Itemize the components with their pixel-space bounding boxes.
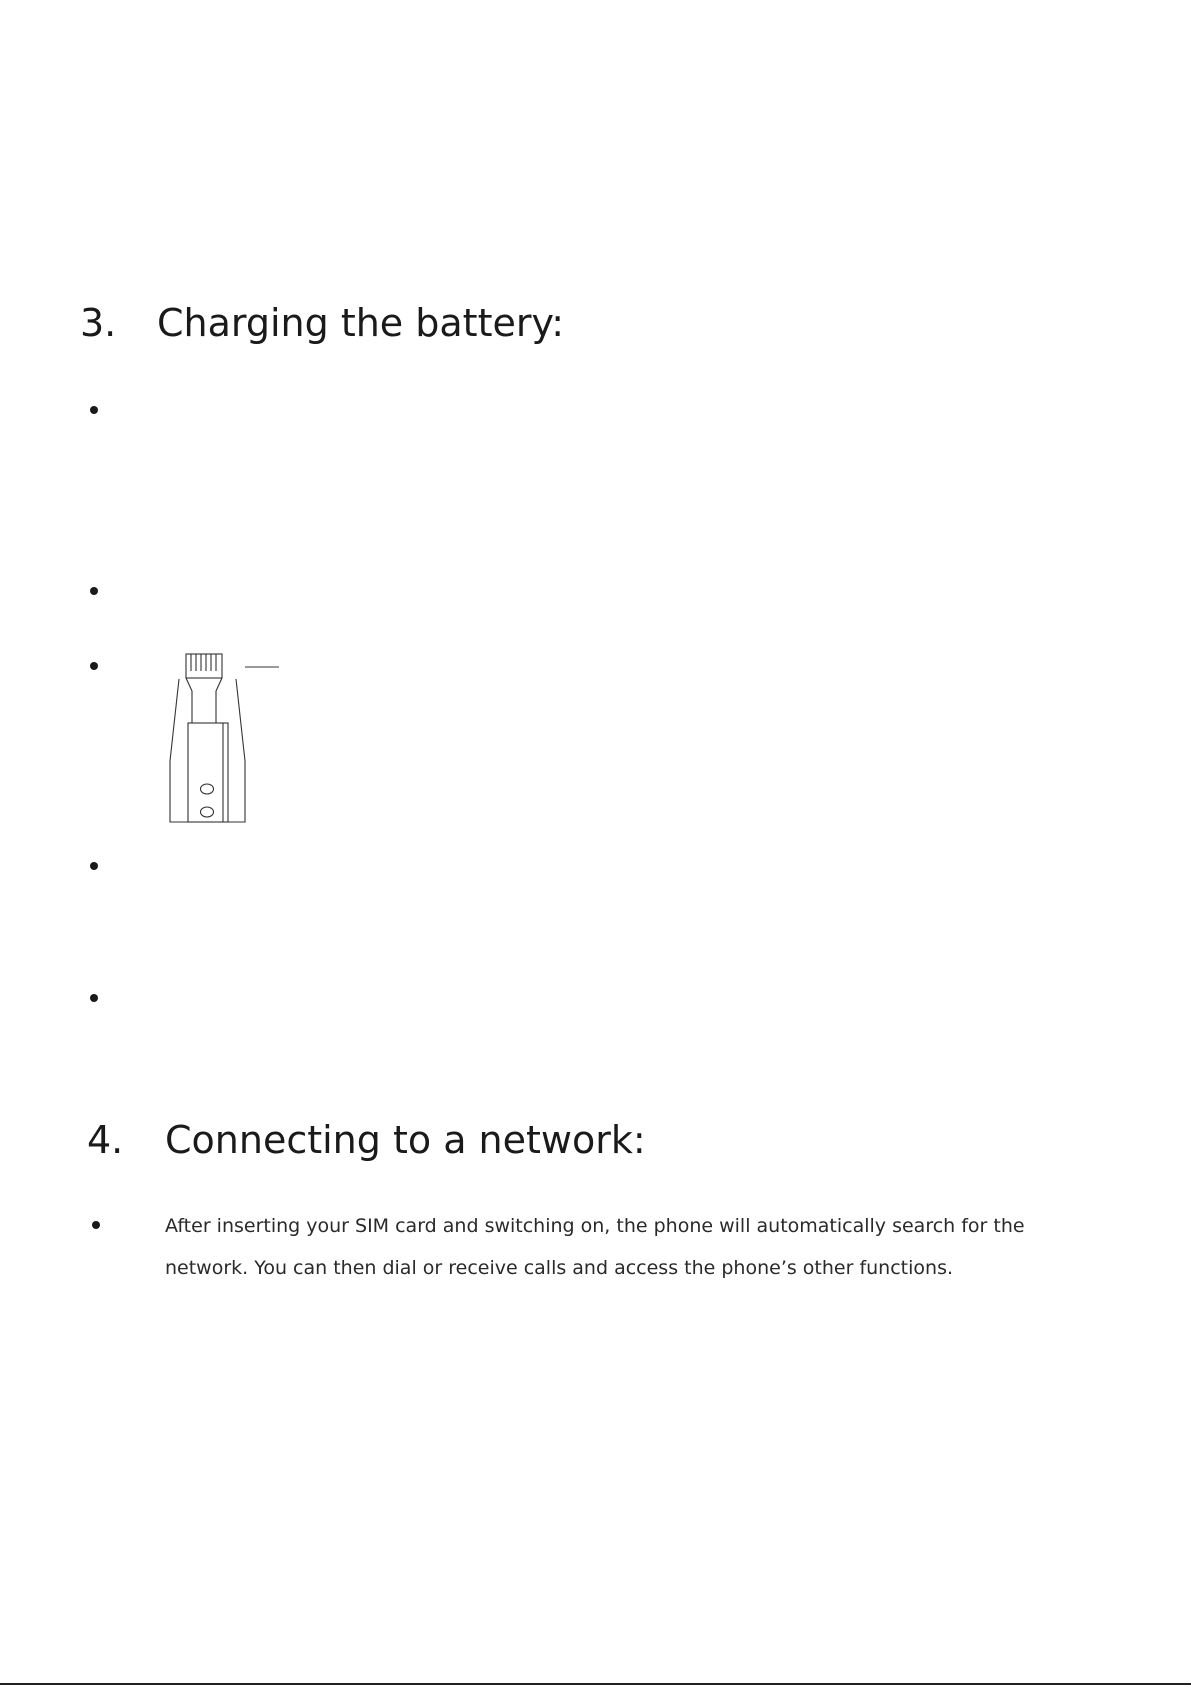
section-4-title: Connecting to a network: <box>165 1118 646 1162</box>
section-3-bullet-2 <box>90 587 98 595</box>
section-3-bullet-5 <box>90 994 98 1002</box>
section-4-heading <box>87 1118 687 1165</box>
section-3-bullet-3 <box>90 662 98 670</box>
section-4-number: 4. <box>87 1118 124 1162</box>
section-4-bullet-1 <box>92 1221 100 1229</box>
section-3-bullet-4 <box>90 862 98 870</box>
section-4-item-1-text: After inserting your SIM card and switching on, the phone will automatically search for the network. You can then dial or receive calls and access the phone’s other functions. <box>165 1215 1025 1279</box>
charger-connector-icon <box>165 651 285 830</box>
section-3-heading <box>80 301 600 348</box>
section-3-number: 3. <box>80 301 117 345</box>
section-3-bullet-1 <box>90 406 98 414</box>
section-3-title: Charging the battery: <box>157 301 564 345</box>
